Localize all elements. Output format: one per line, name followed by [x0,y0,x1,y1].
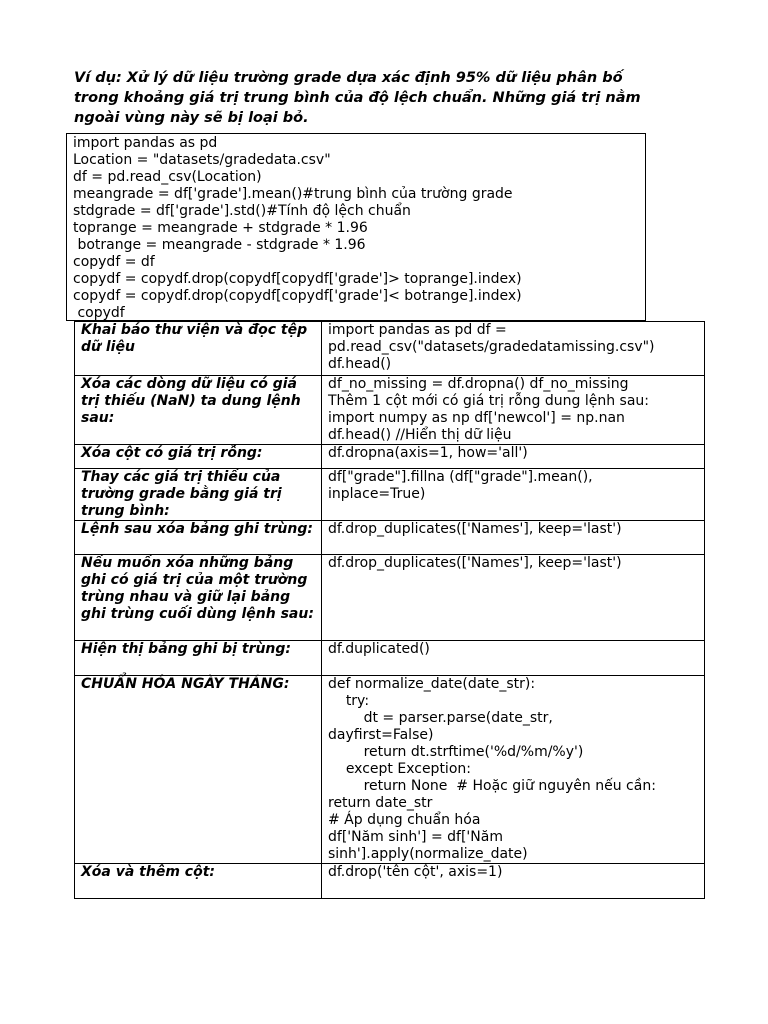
row-label: Nếu muốn xóa những bảng ghi có giá trị của một trường trùng nhau và giữ lại bảng ghi trùng cuối dùng lệnh sau: [75,555,322,641]
code-line: return dt.strftime('%d/%m/%y') [328,744,584,760]
intro-paragraph [74,68,714,128]
code-line: return None # Hoặc giữ nguyên nếu cần: [328,778,656,794]
table-row [75,445,705,469]
row-code [322,676,705,864]
code-line: copydf = df [73,254,155,270]
table-row [75,521,705,555]
code-line: df.duplicated() [328,641,430,657]
row-label: Xóa cột có giá trị rỗng: [75,445,322,469]
code-line: inplace=True) [328,486,426,502]
code-line: pd.read_csv("datasets/gradedatamissing.csv") [328,339,655,355]
row-code [322,445,705,469]
table-row [75,864,705,899]
code-line: df.head() [328,356,392,372]
row-label: Lệnh sau xóa bảng ghi trùng: [75,521,322,555]
code-line: df_no_missing = df.dropna() df_no_missing [328,376,629,392]
code-line: return date_str [328,795,433,811]
row-code [322,322,705,376]
table-row [75,469,705,521]
table-row [75,322,705,376]
code-line: Location = "datasets/gradedata.csv" [73,152,331,168]
code-line: stdgrade = df['grade'].std()#Tính độ lệch chuẩn [73,203,411,219]
code-line: df.head() //Hiển thị dữ liệu [328,427,512,443]
row-code [322,555,705,641]
code-line: dt = parser.parse(date_str, [328,710,553,726]
code-line: df.dropna(axis=1, how='all') [328,445,528,461]
code-line: df = pd.read_csv(Location) [73,169,262,185]
code-example-box [66,133,646,321]
row-code [322,864,705,899]
code-line: toprange = meangrade + stdgrade * 1.96 [73,220,368,236]
code-line: copydf = copydf.drop(copydf[copydf['grade']> toprange].index) [73,271,522,287]
code-line: # Áp dụng chuẩn hóa [328,812,481,828]
code-line: botrange = meangrade - stdgrade * 1.96 [73,237,366,253]
row-code [322,521,705,555]
code-line: import pandas as pd df = [328,322,507,338]
table-row [75,555,705,641]
code-line: df["grade"].fillna (df["grade"].mean(), [328,469,593,485]
row-code [322,641,705,676]
table-row [75,376,705,445]
row-label: Xóa và thêm cột: [75,864,322,899]
code-line: df.drop('tên cột', axis=1) [328,864,503,880]
code-line: def normalize_date(date_str): [328,676,536,692]
table-row [75,641,705,676]
code-line: Thêm 1 cột mới có giá trị rỗng dung lệnh sau: [328,393,649,409]
intro-line: Ví dụ: Xử lý dữ liệu trường grade dựa xác định 95% dữ liệu phân bố [74,70,623,86]
code-line: dayfirst=False) [328,727,434,743]
code-line: try: [328,693,370,709]
code-line: import pandas as pd [73,135,218,151]
row-label: Khai báo thư viện và đọc tệp dữ liệu [75,322,322,376]
code-line: df['Năm sinh'] = df['Năm [328,829,503,845]
intro-line: trong khoảng giá trị trung bình của độ lệch chuẩn. Những giá trị nằm [74,90,641,106]
row-label: Hiện thị bảng ghi bị trùng: [75,641,322,676]
reference-table [74,321,705,899]
row-code [322,469,705,521]
row-label: Thay các giá trị thiếu của trường grade bằng giá trị trung bình: [75,469,322,521]
row-label: Xóa các dòng dữ liệu có giá trị thiếu (NaN) ta dung lệnh sau: [75,376,322,445]
code-line: df.drop_duplicates(['Names'], keep='last') [328,521,622,537]
code-line: df.drop_duplicates(['Names'], keep='last') [328,555,622,571]
table-row [75,676,705,864]
intro-line: ngoài vùng này sẽ bị loại bỏ. [74,110,309,126]
code-line: copydf [73,305,125,321]
code-line: meangrade = df['grade'].mean()#trung bình của trường grade [73,186,513,202]
code-line: except Exception: [328,761,471,777]
code-line: copydf = copydf.drop(copydf[copydf['grade']< botrange].index) [73,288,522,304]
code-line: sinh'].apply(normalize_date) [328,846,528,862]
row-code [322,376,705,445]
row-label: CHUẨN HÓA NGÀY THÁNG: [75,676,322,864]
code-line: import numpy as np df['newcol'] = np.nan [328,410,625,426]
